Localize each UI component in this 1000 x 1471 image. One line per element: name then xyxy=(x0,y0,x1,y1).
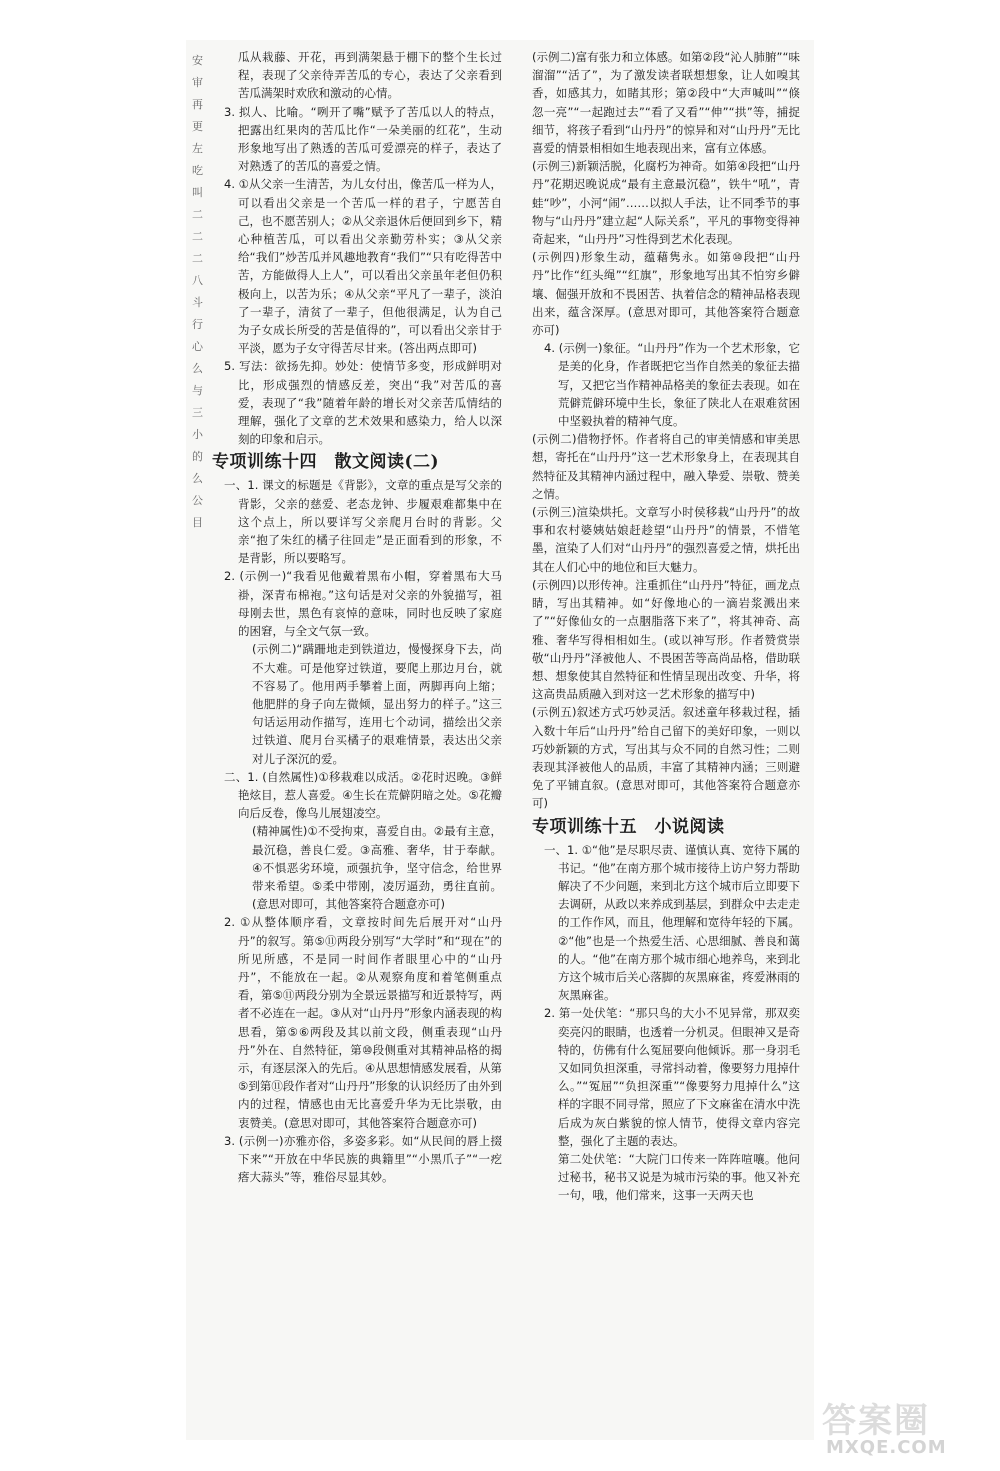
watermark-url: MXQE.COM xyxy=(826,1437,947,1458)
answer-paragraph: (精神属性)①不受拘束，喜爱自由。②最有主意，最沉稳，善良仁爱。③高雅、奢华，甘于奉献。④不惧恶劣环境，顽强抗争，坚守信念，给世界带来希望。⑤柔中带刚，凌厉逼劲，勇往直前。(意思对即可，其他答案符合题意亦可) xyxy=(252,824,502,912)
answer-paragraph: (示例三)渲染烘托。文章写小时侯移栽“山丹丹”的故事和农村婆姨姑娘赶趁望“山丹丹”的情景，不惜笔墨，渲染了人们对“山丹丹”的强烈喜爱之情，烘托出其在人们心中的地位和巨大魅力。 xyxy=(532,505,800,574)
answer-paragraph: 4. ①从父亲一生清苦，为儿女付出，像苦瓜一样为人，可以看出父亲是一个苦瓜一样的君子，宁愿苦自己，也不愿苦别人；②从父亲退休后便回到乡下，精心种植苦瓜，可以看出父亲勤劳朴实；③从父亲给“我们”炒苦瓜并风趣地教育“我们”“只有吃得苦中苦，方能做得人上人”，可以看出父亲虽年老但仍积极向上，以苦为乐；④从父亲“平凡了一辈子，淡泊了一辈子，清贫了一辈子，但他很满足，认为自己为子女成长所受的苦是值得的”，可以看出父亲甘于平淡，愿为子女守得苦尽甘来。(答出两点即可) xyxy=(224,177,502,356)
watermark-text: 答案圈 xyxy=(822,1401,930,1441)
answer-paragraph: 2. 第一处伏笔：“那只鸟的大小不见异常，那双奕奕亮闪的眼睛，也透着一分机灵。但眼神又是奇特的，仿佛有什么冤屈要向他倾诉。那一身羽毛又如同负担深重，寻常抖动着，像要努力甩掉什么。”“冤屈”“负担深重”“像要努力甩掉什么”这样的字眼不同寻常，照应了下文麻雀在清水中洗后成为灰白紫貌的惊人情节，使得文章内容完整，强化了主题的表达。 xyxy=(544,1006,800,1148)
answer-paragraph: (示例四)以形传神。注重抓住“山丹丹”特征，画龙点睛，写出其精神。如“好像地心的一滴岩浆溅出来了”“好像仙女的一点胭脂落下来了”，将其神奇、高雅、奢华写得相相如生。(或以神写形。作者赞赏崇敬“山丹丹”泽被他人、不畏困苦等高尚品格，借助联想、想象使其自然特征和性情呈现出改变、升华，将这高贵品质融入到对这一艺术形象的描写中) xyxy=(532,577,800,702)
right-column xyxy=(532,48,800,1205)
answer-paragraph: (示例四)形象生动，蕴藉隽永。如第⑩段把“山丹丹”比作“红头绳”“红旗”，形象地写出其不怕穷乡僻壤、倔强开放和不畏困苦、执着信念的精神品格表现出来，蕴含深厚。(意思对即可，其他答案符合题意亦可) xyxy=(532,250,800,338)
answer-paragraph: 3. 拟人、比喻。“咧开了嘴”赋予了苦瓜以人的特点，把露出红果肉的苦瓜比作“一朵美丽的红花”，生动形象地写出了熟透的苦瓜可爱漂亮的样子，表达了对熟透了的苦瓜的喜爱之情。 xyxy=(224,104,502,174)
answer-paragraph: (示例二)借物抒怀。作者将自己的审美情感和审美思想，寄托在“山丹丹”这一艺术形象身上，在表现其自然特征及其精神内涵过程中，融入挚爱、崇敬、赞美之情。 xyxy=(532,432,800,501)
answer-paragraph: 2. ①从整体顺序看，文章按时间先后展开对“山丹丹”的叙写。第⑤⑪两段分别写“大学时”和“现在”的所见所感，不是同一时间作者眼里心中的“山丹丹”，不能放在一起。②从观察角度和着笔侧重点看，第⑤⑪两段分别为全景远景描写和近景特写，两者不必连在一起。③从对“山丹丹”形象内涵表现的构思看，第⑤⑥两段及其以前文段，侧重表现“山丹丹”外在、自然特征，第⑩段侧重对其精神品格的揭示，有逐层深入的先后。④从思想情感发展看，从第⑤到第⑪段作者对“山丹丹”形象的认识经历了由外到内的过程，情感也由无比喜爱升华为无比崇敬，由衷赞美。(意思对即可，其他答案符合题意亦可) xyxy=(224,915,502,1130)
answer-paragraph: (示例五)叙述方式巧妙灵活。叙述童年移栽过程，插入数十年后“山丹丹”给自己留下的美好印象，一则以巧妙新颖的方式，写出其与众不同的自然习性；二则表现其泽被他人的品质，丰富了其精神内涵；三则避免了平铺直叙。(意思对即可，其他答案符合题意亦可) xyxy=(532,705,800,811)
answer-paragraph: 二、1. (自然属性)①移栽难以成活。②花时迟晚。③鲜艳炫目，惹人喜爱。④生长在荒僻阴暗之处。⑤花瓣向后反卷，像鸟儿展翅凌空。 xyxy=(224,769,502,821)
watermark-logo xyxy=(822,1393,972,1463)
answer-paragraph: 3. (示例一)亦雅亦俗，多姿多彩。如“从民间的唇上掇下来”“开放在中华民族的典籍里”“小黑爪子”“一疙瘩大蒜头”等，雅俗尽显其妙。 xyxy=(224,1133,502,1185)
answer-paragraph: 2. (示例一)“我看见他戴着黑布小帽，穿着黑布大马褂，深青布棉袍。”这句话是对父亲的外貌描写，祖母刚去世，黑色有哀悼的意味，同时也反映了家庭的困窘，与全文气氛一致。 xyxy=(224,569,502,639)
answer-paragraph: 第二处伏笔：“大院门口传来一阵阵喧嚷。他问过秘书，秘书又说是为城市污染的事。他又补充一句，哦，他们常来，这事一天两天也 xyxy=(558,1151,800,1203)
answer-paragraph: (示例三)新颖活脱，化腐朽为神奇。如第④段把“山丹丹”花期迟晚说成“最有主意最沉稳”，铁牛“吼”，青蛙“吵”，小河“闹”……以拟人手法，让不同季节的事物与“山丹丹”建立起“人际关系”，平凡的事物变得神奇起来，“山丹丹”习性得到艺术化表现。 xyxy=(532,159,800,247)
section-heading: 专项训练十五 小说阅读 xyxy=(532,816,725,837)
answer-paragraph: (示例二)富有张力和立体感。如第②段“沁人肺腑”“味溜溜”“活了”，为了激发读者联想想象，让人如嗅其香，如感其力，如睹其形；第②段中“大声喊叫”“倏忽一亮”“一起跑过去”“看了又看”“伸”“拱”等，捕捉细节，将孩子看到“山丹丹”的惊异和对“山丹丹”无比喜爱的情景相相如生地表现出来，富有立体感。 xyxy=(532,50,800,156)
answer-paragraph: 一、1. ①“他”是尽职尽责、谨慎认真、宽待下属的书记。“他”在南方那个城市接待上访户努力帮助解决了不少问题，来到北方这个城市后立即要下去调研，从政以来养成到基层，到群众中去走走的工作作风，而且，他理解和宽待年轻的下属。②“他”也是一个热爱生活、心思细腻、善良和蔼的人。“他”在南方那个城市细心地养鸟，来到北方这个城市后关心落脚的灰黑麻雀，疼爱淋雨的灰黑麻雀。 xyxy=(544,842,800,1003)
answer-paragraph: 瓜从栽藤、开花，再到满架悬于棚下的整个生长过程，表现了父亲待弄苦瓜的专心，表达了父亲看到苦瓜满架时欢欣和激动的心情。 xyxy=(238,50,502,101)
answer-paragraph: 一、1. 课文的标题是《背影》，文章的重点是写父亲的背影，父亲的慈爱、老态龙钟、步履艰难都集中在这个点上，所以要详写父亲爬月台时的背影。父亲“抱了朱红的橘子往回走”是正面看到的形象，不是背影，所以要略写。 xyxy=(224,478,502,566)
section-heading: 专项训练十四 散文阅读(二) xyxy=(212,452,440,473)
answer-paragraph: 4. (示例一)象征。“山丹丹”作为一个艺术形象，它是美的化身，作者既把它当作自然美的象征去描写，又把它当作精神品格美的象征去表现。如在荒僻荒僻环境中生长，象征了陕北人在艰难贫困中坚毅执着的精神气度。 xyxy=(544,341,800,429)
bleed-through-margin-text: 安审再更左吃叫二二二八斗行心么与三小的么公目 xyxy=(192,54,203,529)
answer-paragraph: (示例二)“蹒跚地走到铁道边，慢慢探身下去，尚不大难。可是他穿过铁道，要爬上那边月台，就不容易了。他用两手攀着上面，两脚再向上缩；他肥胖的身子向左微倾，显出努力的样子。”这三句话运用动作描写，连用七个动词，描绘出父亲过铁道、爬月台买橘子的艰难情景，表达出父亲对儿子深沉的爱。 xyxy=(252,642,502,766)
left-column xyxy=(212,48,502,1186)
answer-paragraph: 5. 写法：欲扬先抑。妙处：使情节多变，形成鲜明对比，形成强烈的情感反差，突出“我”对苦瓜的喜爱，表现了“我”随着年龄的增长对父亲苦瓜情结的理解，强化了文章的艺术效果和感染力，给人以深刻的印象和启示。 xyxy=(224,359,502,447)
